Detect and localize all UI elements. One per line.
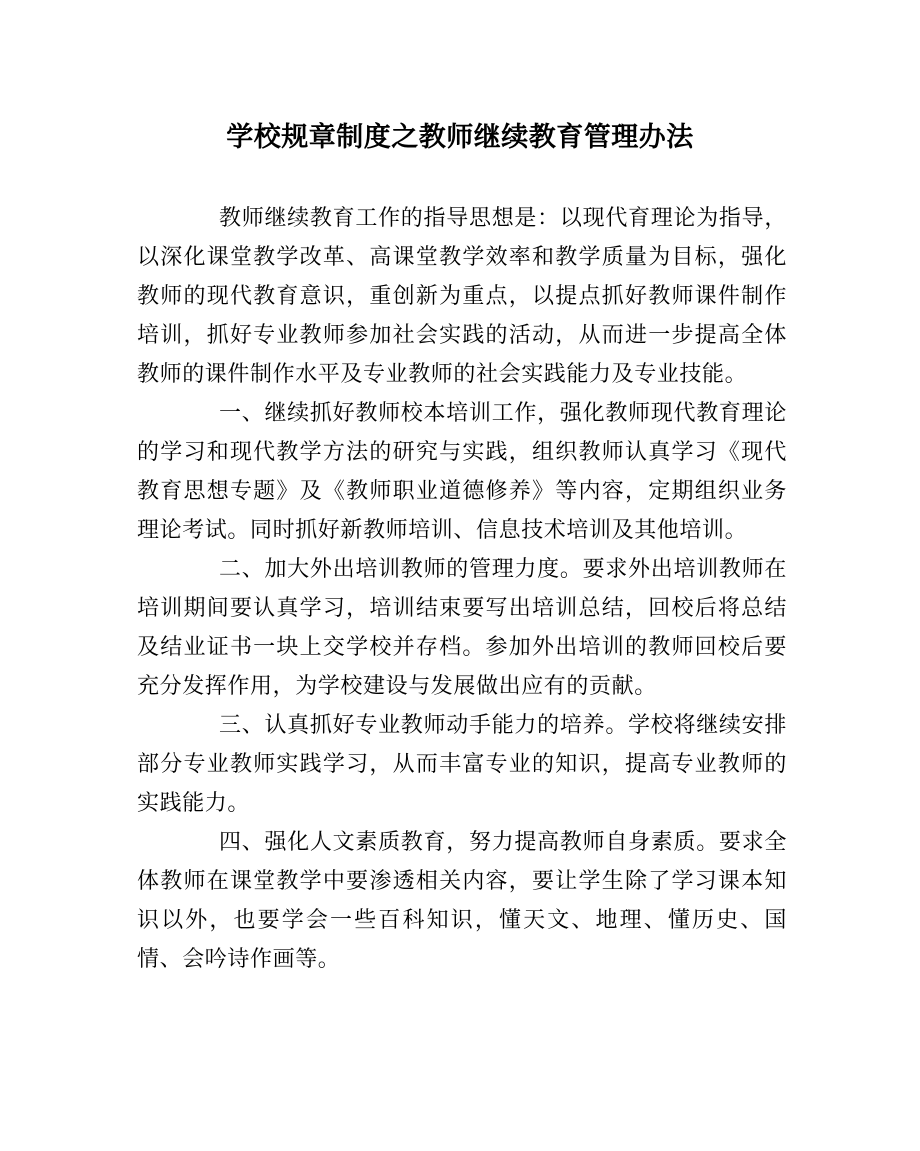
document-title: 学校规章制度之教师继续教育管理办法 [226,122,694,153]
paragraph-item-3: 三、认真抓好专业教师动手能力的培养。学校将继续安排部分专业教师实践学习，从而丰富专业的知识，提高专业教师的实践能力。 [137,713,787,816]
paragraph-item-4: 四、强化人文素质教育，努力提高教师自身素质。要求全体教师在课堂教学中要渗透相关内容，要让学生除了学习课本知识以外，也要学会一些百科知识，懂天文、地理、懂历史、国情、会吟诗作画等。 [137,830,787,972]
paragraph-item-2: 二、加大外出培训教师的管理力度。要求外出培训教师在培训期间要认真学习，培训结束要写出培训总结，回校后将总结及结业证书一块上交学校并存档。参加外出培训的教师回校后要充分发挥作用，为学校建设与发展做出应有的贡献。 [137,557,787,699]
paragraph-guiding-principle: 教师继续教育工作的指导思想是：以现代育理论为指导，以深化课堂教学改革、高课堂教学效率和教学质量为目标，强化教师的现代教育意识，重创新为重点，以提点抓好教师课件制作培训，抓好专业教师参加社会实践的活动，从而进一步提高全体教师的课件制作水平及专业教师的社会实践能力及专业技能。 [137,206,787,387]
paragraph-item-1: 一、继续抓好教师校本培训工作，强化教师现代教育理论的学习和现代教学方法的研究与实践，组织教师认真学习《现代教育思想专题》及《教师职业道德修养》等内容，定期组织业务理论考试。同时抓好新教师培训、信息技术培训及其他培训。 [137,401,787,543]
document-body [137,199,787,979]
